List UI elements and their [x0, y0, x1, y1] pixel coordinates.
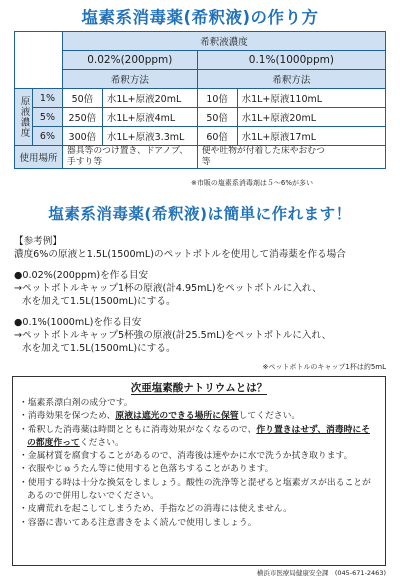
example-section	[14, 235, 386, 355]
list-text: してください。	[238, 411, 301, 422]
dilution-table	[14, 31, 386, 169]
list-item: ・衣服やじゅうたん等に使用すると色落ちすることがあります。	[19, 464, 274, 475]
ratio-cell: 10倍	[197, 89, 237, 108]
step2-line2: 水を加えて1.5L(1500mL)にする。	[22, 343, 176, 354]
note-commercial: ※市販の塩素系消毒剤は５～6%が多い	[191, 179, 313, 187]
table-row-use	[15, 146, 386, 169]
page-title: 塩素系消毒薬(希釈液)の作り方	[81, 8, 319, 27]
header-conc-0.02: 0.02%(200ppm)	[62, 51, 197, 70]
table-row	[15, 89, 386, 108]
stock-percent: 5%	[32, 108, 62, 127]
footer-contact: 横浜市医療局健康安全課 (045-671-2463)	[256, 569, 386, 577]
list-text: ・消毒効果を保つため、	[19, 411, 116, 422]
ratio-cell: 60倍	[197, 127, 237, 146]
info-box	[12, 376, 386, 566]
method-cell: 水1L+原液20mL	[102, 89, 197, 108]
list-text: ・希釈した消毒薬は時間とともに消毒効果がなくなるので、	[19, 424, 257, 435]
method-cell: 水1L+原液110mL	[237, 89, 385, 108]
ratio-cell: 50倍	[197, 108, 237, 127]
list-item: ・容器に書いてある注意書きをよく読んで使用しましょう。	[19, 517, 257, 528]
use-cell-a	[62, 146, 197, 169]
note-cap: ※ペットボトルのキャップ1杯は約5mL	[262, 363, 386, 371]
table-row	[15, 108, 386, 127]
use-b-line2: 等	[201, 157, 211, 167]
header-concentration: 希釈液濃度	[62, 32, 385, 51]
step1-line2: 水を加えて1.5L(1500mL)にする。	[22, 296, 176, 307]
step2-heading: ●0.1%(1000mL)を作る目安	[14, 317, 142, 328]
list-item	[19, 424, 381, 437]
use-a-line2: 手すり等	[66, 157, 103, 167]
list-item	[19, 410, 381, 423]
step1-heading: ●0.02%(200ppm)を作る目安	[14, 270, 149, 281]
list-item: ・皮膚荒れを起こしてしまうため、手指などの消毒には使えません。	[19, 504, 292, 515]
ratio-cell: 50倍	[62, 89, 102, 108]
info-list	[19, 397, 381, 530]
list-text: ください。	[79, 437, 124, 448]
list-emphasis: 原液は遮光のできる場所に保管	[115, 411, 239, 422]
method-cell: 水1L+原液17mL	[237, 127, 385, 146]
use-cell-b	[197, 146, 385, 169]
table-corner	[15, 32, 63, 89]
list-item-cont	[19, 437, 381, 450]
list-item-cont: あるので併用しないでください。	[27, 491, 159, 502]
header-method-b: 希釈方法	[197, 70, 385, 89]
stock-percent: 6%	[32, 127, 62, 146]
list-item: ・金属材質を腐食することがあるので、消毒後は速やかに水で洗うか拭き取ります。	[19, 451, 353, 462]
list-item: ・使用する時は十分な換気をしましょう。酸性の洗浄等と混ぜると塩素ガスが出ることが	[19, 477, 371, 488]
example-intro: 濃度6%の原液と1.5L(1500mL)のペットボトルを使用して消毒薬を作る場合	[14, 249, 346, 260]
use-a-line1: 器具等のつけ置き、ドアノブ、	[66, 146, 189, 156]
ratio-cell: 300倍	[62, 127, 102, 146]
method-cell: 水1L+原液4mL	[102, 108, 197, 127]
header-method-a: 希釈方法	[62, 70, 197, 89]
header-conc-0.1: 0.1%(1000ppm)	[197, 51, 385, 70]
section-title: 塩素系消毒薬(希釈液)は簡単に作れます！	[48, 205, 352, 223]
list-item: ・塩素系漂白剤の成分です。	[19, 398, 133, 408]
stock-percent: 1%	[32, 89, 62, 108]
method-cell: 水1L+原液20mL	[237, 108, 385, 127]
info-box-title-text: 次亜塩素酸ナトリウムとは？	[130, 382, 268, 394]
example-heading: 【参考例】	[14, 236, 62, 247]
step2-line1: →ペットボトルキャップ5杯強の原液(計25.5mL)をペットボトルに入れ、	[14, 330, 332, 341]
info-box-title	[13, 380, 385, 395]
ratio-cell: 250倍	[62, 108, 102, 127]
list-emphasis: 作り置きはせず、消毒時にそ	[256, 424, 370, 435]
use-label: 使用場所	[15, 146, 63, 169]
step1-line1: →ペットボトルキャップ1杯の原液(計4.95mL)をペットボトルに入れ、	[14, 283, 322, 294]
use-b-line1: 便や吐物が付着した床やおむつ	[201, 146, 325, 156]
table-row	[15, 127, 386, 146]
list-emphasis: の都度作って	[27, 437, 80, 448]
side-label-stock: 原液濃度	[15, 89, 33, 146]
method-cell: 水1L+原液3.3mL	[102, 127, 197, 146]
